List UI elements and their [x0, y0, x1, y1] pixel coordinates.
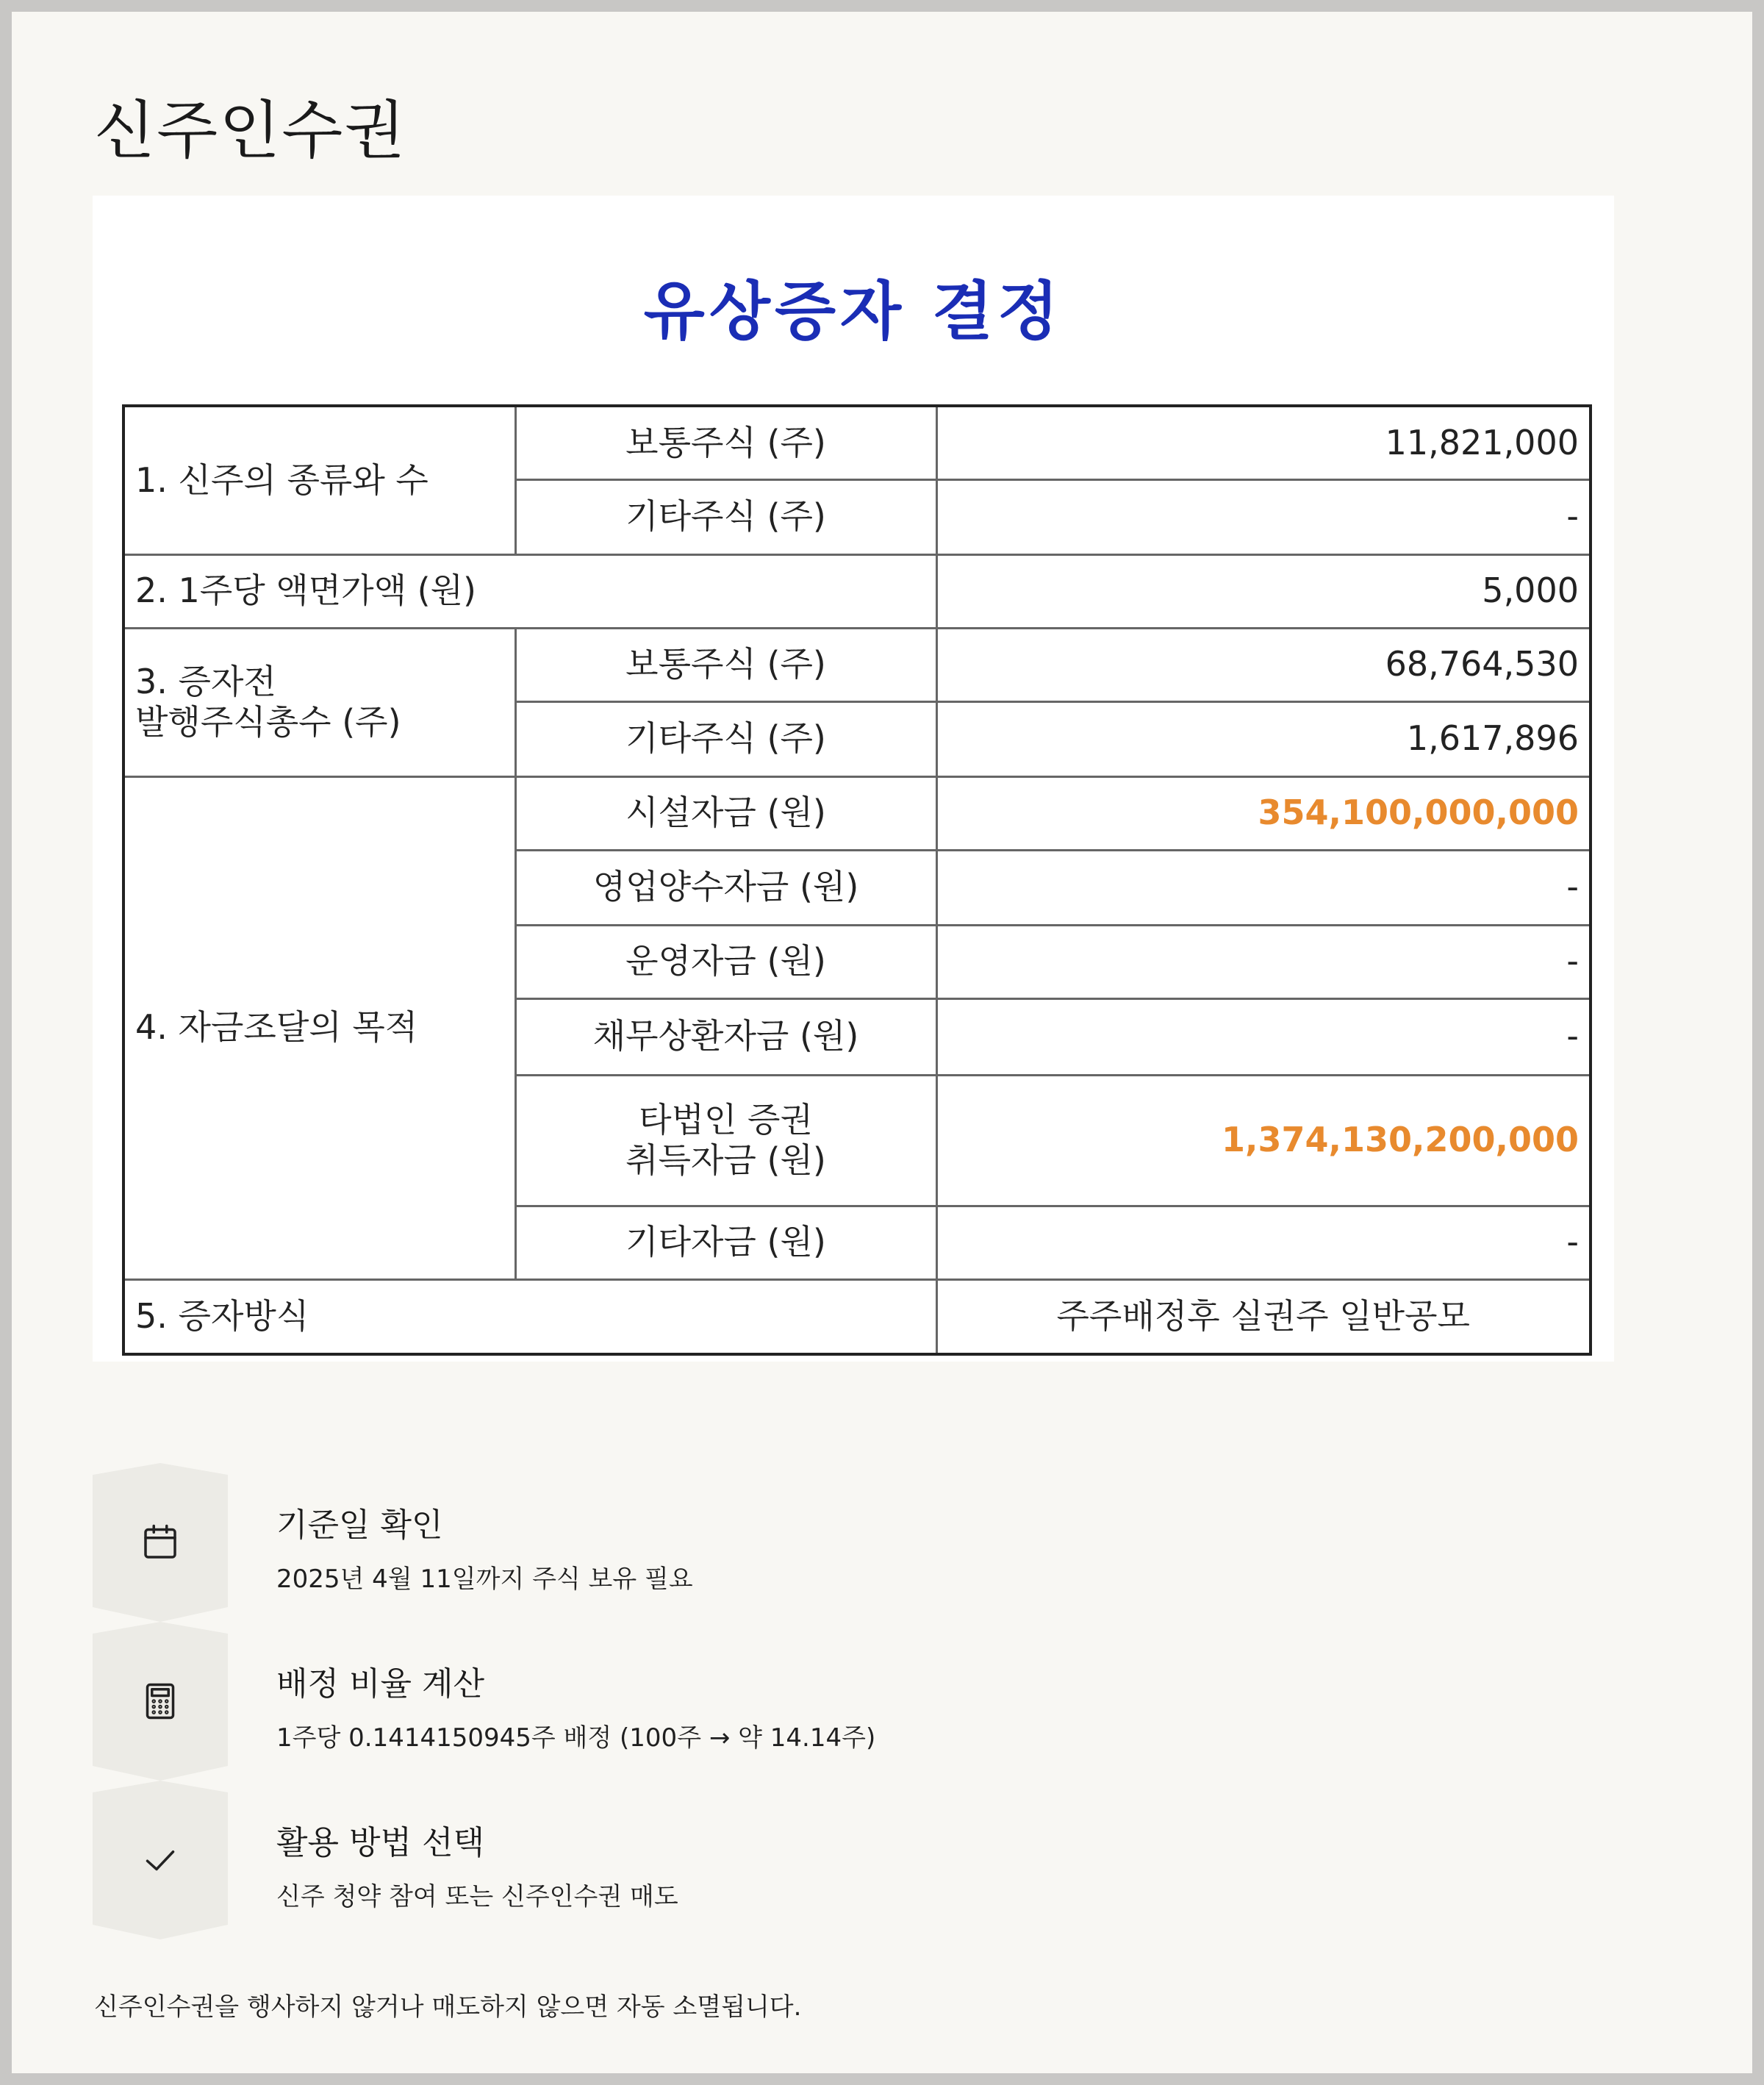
- row-value: 1,617,896: [936, 701, 1591, 776]
- step-description: 신주 청약 참여 또는 신주인수권 매도: [276, 1882, 678, 1911]
- table-row: [123, 554, 1591, 628]
- step-title: 배정 비율 계산: [276, 1665, 484, 1703]
- row-value: -: [936, 479, 1591, 554]
- calendar-icon: [138, 1520, 182, 1564]
- row-value: 68,764,530: [936, 628, 1591, 701]
- step-title: 활용 방법 선택: [276, 1824, 484, 1862]
- row-value: -: [936, 850, 1591, 925]
- step-item: [93, 1781, 1636, 1939]
- row-sublabel: 보통주식 (주): [515, 406, 936, 479]
- row-value: -: [936, 925, 1591, 998]
- rights-offering-table: [122, 404, 1592, 1356]
- row-value: 5,000: [936, 554, 1591, 628]
- row-sublabel: 보통주식 (주): [515, 628, 936, 701]
- row-label: 4. 자금조달의 목적: [123, 776, 515, 1279]
- notice-image: [93, 196, 1614, 1362]
- row-sublabel: 영업양수자금 (원): [515, 850, 936, 925]
- row-value: 11,821,000: [936, 406, 1591, 479]
- row-sublabel: 기타주식 (주): [515, 701, 936, 776]
- row-sublabel: 운영자금 (원): [515, 925, 936, 998]
- row-value: -: [936, 998, 1591, 1075]
- row-sublabel: 시설자금 (원): [515, 776, 936, 850]
- calculator-icon: [138, 1679, 182, 1723]
- row-label: 3. 증자전 발행주식총수 (주): [123, 628, 515, 776]
- step-description: 1주당 0.1414150945주 배정 (100주 → 약 14.14주): [276, 1723, 876, 1753]
- row-label: 2. 1주당 액면가액 (원): [123, 554, 936, 628]
- page-frame: [12, 12, 1752, 2073]
- table-row: [123, 406, 1591, 479]
- step-description: 2025년 4월 11일까지 주식 보유 필요: [276, 1564, 693, 1594]
- page-title: 신주인수권: [94, 94, 407, 168]
- step-item: [93, 1463, 1636, 1622]
- step-chevron: [93, 1463, 228, 1622]
- table-row: [123, 628, 1591, 701]
- row-value-highlight: 354,100,000,000: [936, 776, 1591, 850]
- row-label: 5. 증자방식: [123, 1279, 936, 1354]
- row-value: -: [936, 1206, 1591, 1279]
- step-chevron: [93, 1622, 228, 1781]
- row-sublabel: 채무상환자금 (원): [515, 998, 936, 1075]
- check-icon: [138, 1838, 182, 1882]
- footnote: 신주인수권을 행사하지 않거나 매도하지 않으면 자동 소멸됩니다.: [94, 1992, 802, 2022]
- row-value: 주주배정후 실권주 일반공모: [936, 1279, 1591, 1354]
- row-sublabel: 타법인 증권 취득자금 (원): [515, 1075, 936, 1206]
- row-value-highlight: 1,374,130,200,000: [936, 1075, 1591, 1206]
- step-chevron: [93, 1781, 228, 1939]
- table-row: [123, 1279, 1591, 1354]
- row-sublabel: 기타주식 (주): [515, 479, 936, 554]
- row-label: 1. 신주의 종류와 수: [123, 406, 515, 554]
- table-row: [123, 776, 1591, 850]
- step-item: [93, 1622, 1636, 1781]
- notice-title: 유상증자 결정: [643, 274, 1064, 348]
- row-sublabel: 기타자금 (원): [515, 1206, 936, 1279]
- step-title: 기준일 확인: [276, 1506, 443, 1544]
